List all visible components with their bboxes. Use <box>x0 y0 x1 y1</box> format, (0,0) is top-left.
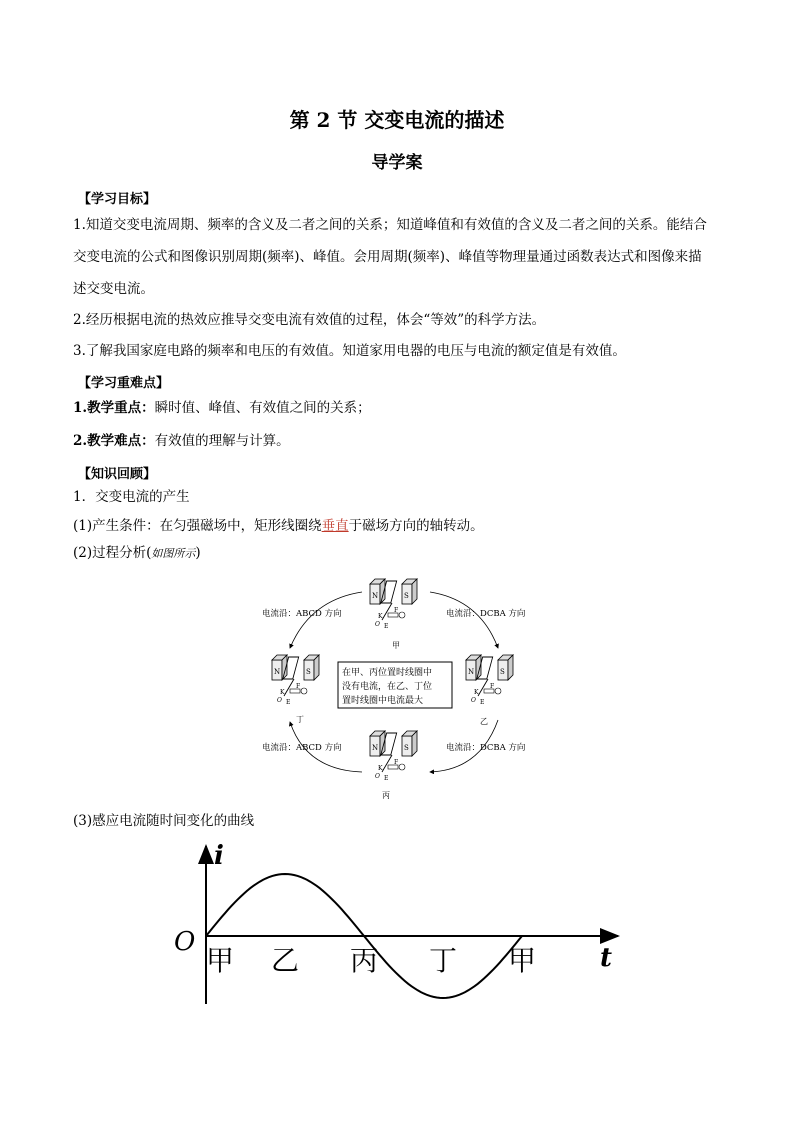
page-subtitle: 导学案 <box>371 153 423 173</box>
condition-line <box>73 517 723 535</box>
cond-post: 于磁场方向的轴转动。 <box>348 518 484 534</box>
tick-label: 甲 <box>508 944 537 977</box>
label-bottom-right: 电流沿：DCBA 方向 <box>446 743 526 753</box>
label-jia: 甲 <box>392 641 400 650</box>
tick-label: 丁 <box>429 944 458 977</box>
label-bottom-left: 电流沿：ABCD 方向 <box>262 743 342 753</box>
tick-label: 甲 <box>206 944 235 977</box>
center-note-l2: 没有电流，在乙、丁位 <box>342 682 433 692</box>
key2 <box>73 432 723 450</box>
arrow-jia-ding <box>290 592 362 648</box>
key1-text: 瞬时值、峰值、有效值之间的关系； <box>154 400 371 416</box>
goal2: 2.经历根据电流的热效应推导交变电流有效值的过程，体会“等效”的科学方法。 <box>73 312 546 328</box>
goals-header: 【学习目标】 <box>78 192 157 207</box>
process-line <box>73 544 723 563</box>
review-header: 【知识回顾】 <box>78 467 157 482</box>
process-note: 如图所示 <box>151 547 196 560</box>
arrow-jia-yi <box>430 592 498 648</box>
x-axis-label: t <box>600 943 613 973</box>
key2-label: 2.教学难点： <box>73 433 155 449</box>
cond-pre: (1)产生条件：在匀强磁场中，矩形线圈绕 <box>73 518 322 534</box>
label-bing: 丙 <box>382 791 390 800</box>
label-top-right: 电流沿：DCBA 方向 <box>446 609 526 619</box>
key-header: 【学习重难点】 <box>78 376 170 391</box>
tick-label: 乙 <box>271 944 300 977</box>
cond-highlight: 垂直 <box>321 518 349 534</box>
gen-bing <box>370 731 417 782</box>
tick-labels <box>206 944 536 977</box>
label-ding: 丁 <box>296 715 304 724</box>
goal3: 3.了解我国家庭电路的频率和电压的有效值。知道家用电器的电压与电流的额定值是有效值。 <box>73 343 626 359</box>
goal1-line2: 交变电流的公式和图像识别周期(频率)、峰值。会用周期(频率)、峰值等物理量通过函数表达式和图像来描 <box>73 249 702 265</box>
goal1-line1: 1.知道交变电流周期、频率的含义及二者之间的关系；知道峰值和有效值的含义及二者之间的关系。能结合 <box>73 217 707 233</box>
process-end: ) <box>195 545 201 561</box>
curve-caption: (3)感应电流随时间变化的曲线 <box>73 813 255 829</box>
review-item1: 1．交变电流的产生 <box>73 489 190 505</box>
y-axis-label: i <box>214 841 224 871</box>
process-text: (2)过程分析( <box>73 545 152 561</box>
label-top-left: 电流沿：ABCD 方向 <box>262 609 342 619</box>
page-title: 第 2 节 交变电流的描述 <box>289 108 505 132</box>
center-note-l1: 在甲、丙位置时线圈中 <box>342 668 433 678</box>
key2-text: 有效值的理解与计算。 <box>154 433 290 449</box>
center-note-l3: 置时线圈中电流最大 <box>342 696 424 706</box>
gen-yi <box>466 655 513 706</box>
gen-jia <box>370 579 417 630</box>
generator-cycle-diagram: N S K O E F 甲 乙 丙 丁 电流沿：ABCD 方向 电流沿：DCBA 方向 电流沿：ABCD 方向 电流沿：DCBA 方向 在甲、丙位置时线圈中 没有电流，在乙、丁位 置时线圈中电流最大 <box>250 570 540 806</box>
key1-label: 1.教学重点： <box>73 400 155 416</box>
origin-label: O <box>174 927 196 957</box>
gen-ding <box>272 655 319 706</box>
label-yi: 乙 <box>480 717 488 726</box>
goal1-line3: 述交变电流。 <box>73 281 154 297</box>
current-time-chart <box>170 838 630 1008</box>
key1 <box>73 399 723 417</box>
tick-label: 丙 <box>350 944 379 977</box>
